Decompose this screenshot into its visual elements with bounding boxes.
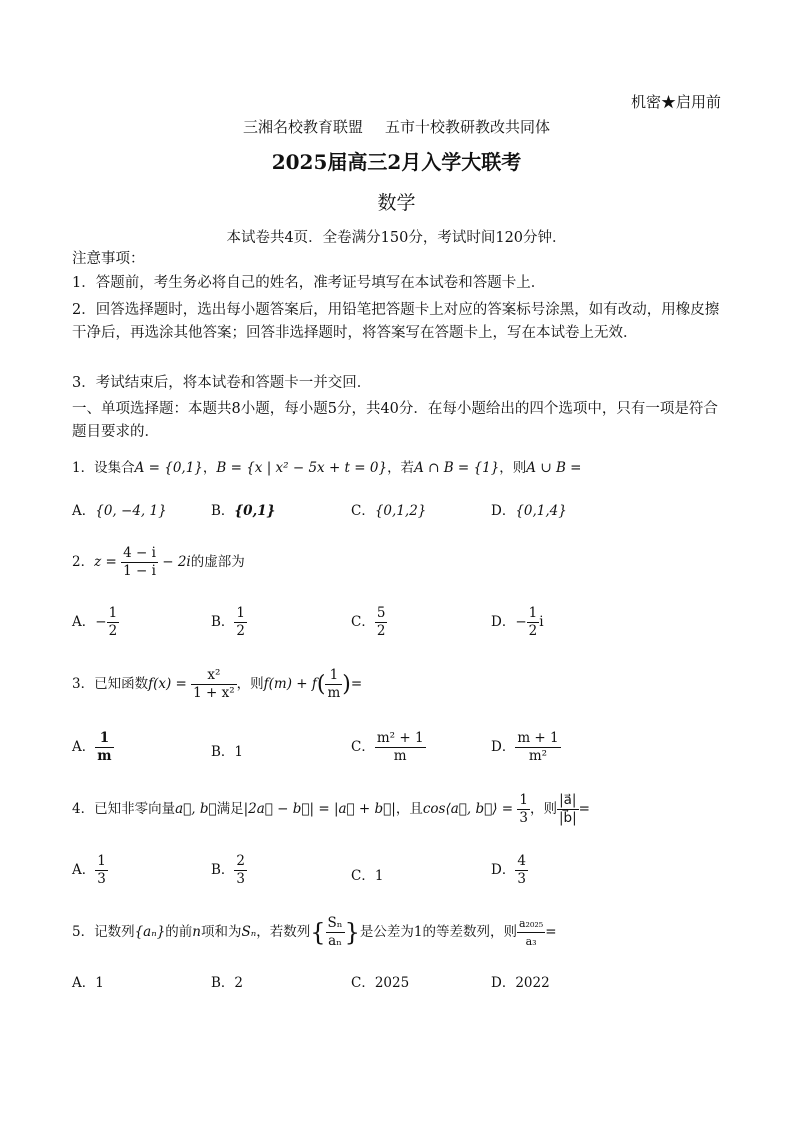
alliance-name-1: 三湘名校教育联盟	[242, 118, 363, 136]
q1-option-a[interactable]	[72, 499, 167, 519]
q4-option-c-label: C．	[351, 868, 375, 884]
q4-option-d-num: 4	[517, 853, 526, 869]
question-3: 3．已知函数f(x) = $\frac{\text{x²}}{\text{1 + x²}}$ ，则f(m) + f( $\frac{1}{m}$ )=	[72, 667, 363, 701]
q1-condition: A ∩ B = {1}	[414, 460, 500, 476]
q2-option-a-den: 2	[108, 623, 118, 639]
q4-option-c[interactable]	[351, 864, 383, 884]
q3-option-b[interactable]	[211, 740, 243, 760]
q5-frac-den: aₙ	[328, 933, 342, 949]
q2-option-a-sign: −	[95, 614, 107, 630]
q4-option-a-frac	[95, 853, 108, 888]
q4-eq: =	[578, 801, 590, 817]
q2-option-c[interactable]	[351, 605, 387, 640]
q2-option-d-tail: i	[539, 614, 544, 630]
q4-option-b-frac	[234, 853, 247, 888]
q4-option-b[interactable]	[211, 853, 247, 888]
q4-cos-frac	[517, 792, 530, 827]
q5-option-b[interactable]	[211, 971, 243, 991]
q2-option-c-frac	[375, 605, 388, 640]
q4-option-a-num: 1	[97, 853, 106, 869]
confidential-mark: 机密★启用前	[630, 93, 721, 111]
q3-option-a-label: A．	[72, 739, 96, 755]
q2-option-b-num: 1	[236, 605, 246, 621]
q4-mid2: ，且	[395, 801, 423, 817]
q2-z: z =	[94, 554, 117, 570]
q1-option-c-value: {0,1,2}	[374, 503, 427, 519]
q4-option-b-den: 3	[236, 871, 246, 887]
exam-title: 2025届高三2月入学大联考	[271, 150, 522, 174]
q4-option-a-label: A．	[72, 862, 96, 878]
section-heading: 一、单项选择题：本题共8小题，每小题5分，共40分．在每小题给出的四个选项中，只有一项是符合题目要求的．	[72, 401, 718, 440]
q2-option-a-frac	[107, 605, 120, 640]
q5-ratio-frac	[517, 915, 545, 950]
q2-fraction	[121, 545, 158, 580]
q2-option-a[interactable]	[72, 605, 119, 640]
q5-option-b-label: B．	[211, 975, 235, 991]
q4-ratio-frac	[557, 792, 579, 827]
q3-frac-num: x²	[191, 667, 237, 685]
question-2	[72, 545, 245, 580]
q2-frac-den: 1 − i	[123, 563, 156, 579]
q4-vectors: a⃗, b⃗	[175, 801, 217, 817]
q2-option-d-label: D．	[491, 614, 516, 630]
q3-option-b-value: 1	[234, 744, 244, 760]
q2-option-b[interactable]	[211, 605, 247, 640]
q5-mid1: 的前	[165, 924, 193, 940]
q4-option-d-frac	[515, 853, 528, 888]
q2-option-c-den: 2	[376, 623, 386, 639]
q2-frac-num: 4 − i	[123, 545, 156, 561]
q2-prefix: 2．	[72, 554, 95, 570]
q5-sequence: {aₙ}	[134, 924, 166, 940]
q1-option-d-label: D．	[491, 503, 516, 519]
q4-option-d-label: D．	[491, 862, 516, 878]
q4-cos: cos⟨a⃗, b⃗⟩ =	[422, 801, 514, 817]
q3-option-a-den: m	[97, 748, 112, 764]
q3-option-a-frac	[95, 730, 113, 765]
q5-eq: =	[545, 924, 557, 940]
q5-option-c[interactable]	[351, 971, 409, 991]
q4-condition: |2a⃗ − b⃗| = |a⃗ + b⃗|	[243, 801, 396, 817]
q3-frac-den: 1 + x²	[193, 685, 235, 701]
q3-eq: =	[350, 676, 363, 692]
q3-option-d[interactable]	[491, 730, 561, 765]
q2-option-a-num: 1	[108, 605, 118, 621]
q2-tail: − 2i	[162, 554, 191, 570]
q5-mid2: 项和为	[201, 924, 242, 940]
q1-option-b-label: B．	[211, 503, 235, 519]
q2-option-b-den: 2	[236, 623, 246, 639]
q4-mid3: ，则	[529, 801, 557, 817]
q3-arg-frac	[325, 667, 342, 702]
question-1: 1．设集合A = {0,1}，B = {x | x² − 5x + t = 0}，若A ∩ B = {1}，则A ∪ B =	[72, 460, 582, 476]
q4-option-b-label: B．	[211, 862, 235, 878]
q4-option-b-num: 2	[236, 853, 246, 869]
q4-cos-den: 3	[519, 810, 528, 826]
q2-option-d-sign: −	[515, 614, 527, 630]
notes-item-2: 2．回答选择题时，选出每小题答案后，用铅笔把答题卡上对应的答案标号涂黑，如有改动，用橡皮擦干净后，再选涂其他答案；回答非选择题时，将答案写在答题卡上，写在本试卷上无效．	[72, 302, 720, 341]
q4-prefix: 4．已知非零向量	[72, 801, 176, 817]
q1-option-c-label: C．	[351, 503, 375, 519]
q4-ratio-den: |b⃗|	[558, 810, 577, 826]
q3-expr: f(m) + f	[263, 676, 317, 692]
q2-option-c-label: C．	[351, 614, 375, 630]
q1-ask: A ∪ B =	[526, 460, 582, 476]
q2-option-d[interactable]	[491, 605, 544, 640]
q2-end: 的虚部为	[190, 554, 245, 570]
q1-end: ，则	[499, 460, 527, 476]
q4-ratio-num: |a⃗|	[557, 792, 579, 810]
q3-option-c-num: m² + 1	[376, 730, 424, 746]
exam-intro: 本试卷共4页．全卷满分150分，考试时间120分钟．	[226, 230, 567, 246]
q4-cos-num: 1	[519, 792, 528, 808]
q4-option-d-den: 3	[517, 871, 526, 887]
q1-set-a: A = {0,1}	[134, 460, 203, 476]
q1-option-a-label: A．	[72, 503, 96, 519]
q1-option-d[interactable]	[491, 499, 567, 519]
q2-option-b-label: B．	[211, 614, 235, 630]
q3-option-c-frac	[375, 730, 426, 765]
q5-mid4: 是公差为1的等差数列，则	[359, 924, 517, 940]
q2-option-d-den: 2	[528, 623, 538, 639]
q1-option-a-value: {0, −4, 1}	[95, 503, 167, 519]
q3-fx: f(x) =	[148, 676, 187, 692]
q5-option-a[interactable]	[72, 971, 104, 991]
q5-n: n	[192, 924, 201, 940]
alliance-name-2: 五市十校教研教改共同体	[385, 118, 551, 136]
q5-mid3: ，若数列	[256, 924, 311, 940]
q3-option-b-label: B．	[211, 744, 235, 760]
q5-option-b-value: 2	[234, 975, 244, 991]
q4-option-a-den: 3	[97, 871, 106, 887]
q3-prefix: 3．已知函数	[72, 676, 149, 692]
notes-heading: 注意事项：	[72, 251, 145, 267]
q1-prefix: 1．设集合	[72, 460, 135, 476]
q2-option-c-num: 5	[376, 605, 386, 621]
q1-option-b-value: {0,1}	[234, 503, 276, 519]
q2-option-d-frac	[527, 605, 540, 640]
q2-option-d-num: 1	[528, 605, 538, 621]
q3-option-d-num: m + 1	[517, 730, 559, 746]
q1-mid: ，若	[387, 460, 415, 476]
question-5: 5．记数列{aₙ}的前n项和为Sₙ，若数列{ $\frac{\text{Sₙ}}{\text{aₙ}}$ }是公差为1的等差数列，则 $\frac{\text{a₂₀₂₅}}{\text{a₃}}$ =	[72, 915, 557, 949]
q3-option-c[interactable]	[351, 730, 426, 765]
q5-option-d-value: 2022	[515, 975, 550, 991]
q1-set-b: B = {x | x² − 5x + t = 0}	[216, 460, 388, 476]
q1-option-d-value: {0,1,4}	[515, 503, 567, 519]
q5-ratio-den: a₃	[525, 935, 537, 948]
q4-option-d[interactable]	[491, 853, 528, 888]
q5-option-c-label: C．	[351, 975, 375, 991]
q3-option-a[interactable]	[72, 730, 114, 765]
q1-option-c[interactable]	[351, 499, 426, 519]
q5-ratio-num: a₂₀₂₅	[517, 915, 545, 933]
q5-option-d-label: D．	[491, 975, 516, 991]
q1-option-b[interactable]	[211, 499, 275, 519]
exam-subject: 数学	[377, 192, 416, 214]
q2-option-b-frac	[234, 605, 247, 640]
q3-option-a-num: 1	[95, 730, 113, 748]
q5-option-a-value: 1	[95, 975, 104, 991]
question-4	[72, 792, 590, 827]
q3-arg-num: 1	[325, 667, 342, 685]
q5-frac	[326, 915, 345, 950]
q3-mid: ，则	[236, 676, 264, 692]
q3-option-d-label: D．	[491, 739, 516, 755]
q3-fraction	[191, 667, 237, 702]
notes-item-3: 3．考试结束后，将本试卷和答题卡一并交回．	[72, 375, 372, 391]
q4-option-c-value: 1	[374, 868, 384, 884]
q3-option-c-label: C．	[351, 739, 375, 755]
q3-arg-den: m	[327, 685, 341, 701]
q4-option-a[interactable]	[72, 853, 108, 888]
q3-option-d-den: m²	[528, 748, 548, 764]
q5-option-c-value: 2025	[374, 975, 410, 991]
q5-frac-num: Sₙ	[327, 915, 343, 931]
q3-option-c-den: m	[393, 748, 407, 764]
q5-option-d[interactable]	[491, 971, 550, 991]
q5-sn: Sₙ	[241, 924, 257, 940]
q3-option-d-frac	[515, 730, 560, 765]
q4-mid1: 满足	[216, 801, 244, 817]
q5-prefix: 5．记数列	[72, 924, 135, 940]
notes-item-1: 1．答题前，考生务必将自己的姓名，准考证号填写在本试卷和答题卡上．	[72, 275, 546, 291]
q2-option-a-label: A．	[72, 614, 96, 630]
q5-option-a-label: A．	[72, 975, 96, 991]
alliance-line	[0, 116, 793, 137]
